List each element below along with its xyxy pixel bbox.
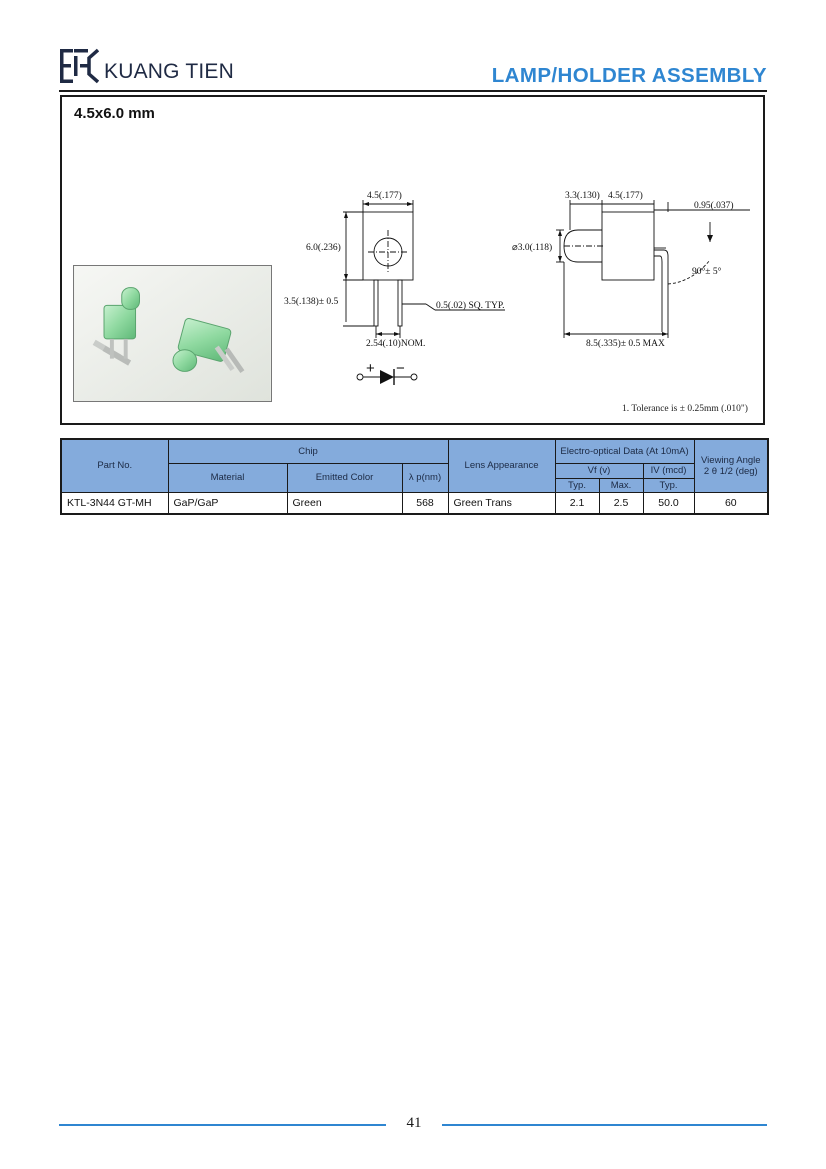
dim-lead-square: 0.5(.02) SQ. TYP. <box>436 301 505 311</box>
dim-bend-angle: 90°± 5° <box>692 267 722 277</box>
dim-side-body: 4.5(.177) <box>608 191 643 201</box>
kuang-tien-logo <box>59 48 99 84</box>
cell-vf-max: 2.5 <box>599 492 643 514</box>
header-chip: Chip <box>168 439 448 463</box>
dim-side-offset: 0.95(.037) <box>694 201 734 211</box>
document-title: LAMP/HOLDER ASSEMBLY <box>491 64 767 87</box>
header-electro-optical: Electro-optical Data (At 10mA) <box>555 439 694 463</box>
dim-lens-diameter: ⌀3.0(.118) <box>512 243 553 253</box>
cell-part-no: KTL-3N44 GT-MH <box>61 492 168 514</box>
page-number: 41 <box>406 1115 422 1131</box>
polarity-minus: − <box>396 360 405 377</box>
cell-wavelength: 568 <box>402 492 448 514</box>
viewing-angle-line1: Viewing Angle <box>701 454 761 466</box>
header-material: Material <box>168 463 287 492</box>
dim-lead-spacing: 2.54(.10)NOM. <box>366 339 426 349</box>
header-vf-max: Max. <box>599 478 643 492</box>
dim-lead-length: 3.5(.138)± 0.5 <box>284 297 339 307</box>
product-photo <box>73 265 272 402</box>
package-size-label: 4.5x6.0 mm <box>74 105 155 122</box>
header-iv-typ: Typ. <box>643 478 694 492</box>
header-emitted-color: Emitted Color <box>287 463 402 492</box>
header-viewing-angle <box>694 439 768 492</box>
footer-rule-left <box>59 1124 386 1126</box>
cell-iv-typ: 50.0 <box>643 492 694 514</box>
cell-material: GaP/GaP <box>168 492 287 514</box>
diode-icon <box>380 370 394 384</box>
cell-angle: 60 <box>694 492 768 514</box>
dim-front-height: 6.0(.236) <box>306 243 341 253</box>
cell-lens: Green Trans <box>448 492 555 514</box>
header-rule <box>59 90 767 92</box>
brand-name: KUANG TIEN <box>104 60 234 83</box>
spec-table <box>60 438 769 515</box>
polarity-plus: + <box>366 360 375 377</box>
header-iv: IV (mcd) <box>643 463 694 478</box>
table-row <box>61 492 768 514</box>
dim-side-lens: 3.3(.130) <box>565 191 600 201</box>
header-vf: Vf (v) <box>555 463 643 478</box>
cell-vf-typ: 2.1 <box>555 492 599 514</box>
polarity-symbol <box>357 360 417 385</box>
side-view-body <box>602 212 654 280</box>
mechanical-drawing <box>280 180 770 420</box>
header-wavelength: λ p(nm) <box>402 463 448 492</box>
header-part-no: Part No. <box>61 439 168 492</box>
header-vf-typ: Typ. <box>555 478 599 492</box>
header-lens-appearance: Lens Appearance <box>448 439 555 492</box>
dim-front-width: 4.5(.177) <box>367 191 402 201</box>
viewing-angle-line2: 2 θ 1/2 (deg) <box>703 465 758 477</box>
dim-overall-length: 8.5(.335)± 0.5 MAX <box>586 339 665 349</box>
footer-rule-right <box>442 1124 767 1126</box>
cell-color: Green <box>287 492 402 514</box>
tolerance-note: 1. Tolerance is ± 0.25mm (.010") <box>622 404 748 414</box>
